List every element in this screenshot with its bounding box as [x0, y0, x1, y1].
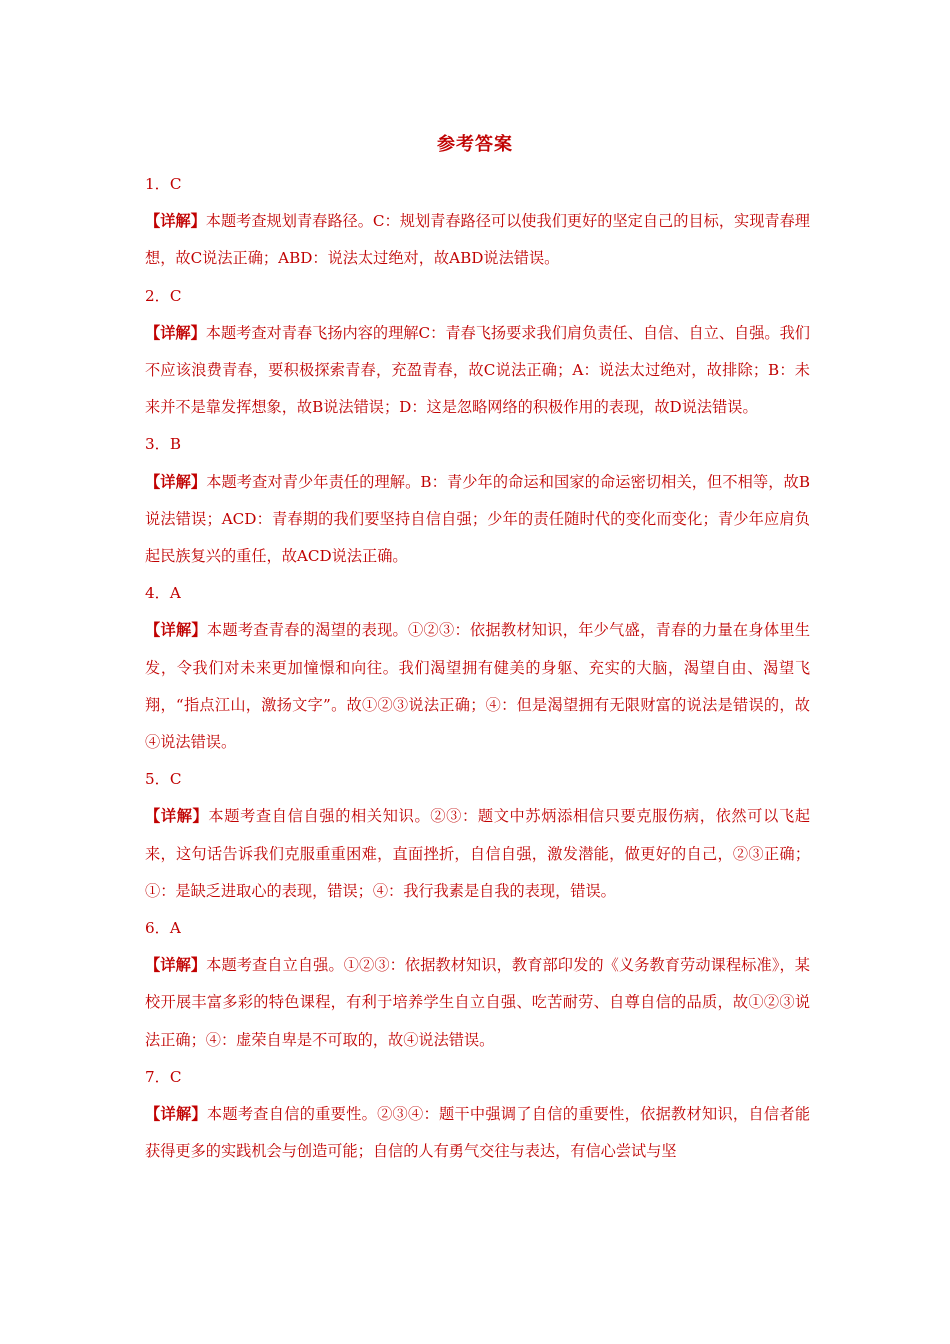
- answer-list: [145, 166, 810, 1170]
- answer-item: [145, 910, 810, 1059]
- explanation: [145, 612, 810, 761]
- answer-label: 2．C: [145, 286, 182, 305]
- explanation: [145, 315, 810, 427]
- explanation: [145, 203, 810, 277]
- explanation: [145, 798, 810, 910]
- explanation-tag: 【详解】: [145, 323, 206, 342]
- answer-item: [145, 575, 810, 761]
- answer-item: [145, 761, 810, 910]
- explanation-text: 本题考查对青春飞扬内容的理解C：青春飞扬要求我们肩负责任、自信、自立、自强。我们不应该浪费青春，要积极探索青春，充盈青春，故C说法正确；A：说法太过绝对，故排除；B：未来并不是靠发挥想象，故B说法错误；D：这是忽略网络的积极作用的表现，故D说法错误。: [145, 323, 810, 417]
- explanation-text: 本题考查自立自强。①②③：依据教材知识，教育部印发的《义务教育劳动课程标准》，某校开展丰富多彩的特色课程，有利于培养学生自立自强、吃苦耐劳、自尊自信的品质，故①②③说法正确；④：虚荣自卑是不可取的，故④说法错误。: [145, 956, 810, 1049]
- explanation: [145, 1096, 810, 1170]
- explanation-text: 本题考查青春的渴望的表现。①②③：依据教材知识，年少气盛，青春的力量在身体里生发，令我们对未来更加憧憬和向往。我们渴望拥有健美的身躯、充实的大脑，渴望自由、渴望飞翔，“指点江山，激扬文字”。故①②③说法正确；④：但是渴望拥有无限财富的说法是错误的，故④说法错误。: [145, 621, 811, 752]
- answer-label: 7．C: [145, 1067, 182, 1086]
- answer-label: 4．A: [145, 584, 181, 603]
- answer-item: [145, 278, 810, 427]
- answer-label: 3．B: [145, 435, 182, 454]
- explanation-tag: 【详解】: [145, 621, 207, 640]
- explanation-text: 本题考查自信自强的相关知识。②③：题文中苏炳添相信只要克服伤病，依然可以飞起来，这句话告诉我们克服重重困难，直面挫折，自信自强，激发潜能，做更好的自己，②③正确；①：是缺乏进取心的表现，错误；④：我行我素是自我的表现，错误。: [145, 807, 811, 900]
- answer-label: 5．C: [145, 770, 182, 789]
- explanation-tag: 【详解】: [145, 472, 207, 491]
- explanation: [145, 947, 810, 1059]
- explanation-tag: 【详解】: [145, 212, 206, 231]
- explanation-tag: 【详解】: [145, 807, 209, 826]
- explanation-text: 本题考查规划青春路径。C：规划青春路径可以使我们更好的坚定自己的目标，实现青春理想，故C说法正确；ABD：说法太过绝对，故ABD说法错误。: [145, 212, 810, 268]
- explanation-text: 本题考查对青少年责任的理解。B：青少年的命运和国家的命运密切相关，但不相等，故B说法错误；ACD：青春期的我们要坚持自信自强；少年的责任随时代的变化而变化；青少年应肩负起民族复兴的重任，故ACD说法正确。: [145, 472, 811, 566]
- answer-label: 6．A: [145, 919, 181, 938]
- answer-item: [145, 1059, 810, 1171]
- explanation: [145, 464, 810, 576]
- explanation-text: 本题考查自信的重要性。②③④：题干中强调了自信的重要性，依据教材知识，自信者能获得更多的实践机会与创造可能；自信的人有勇气交往与表达，有信心尝试与坚: [145, 1105, 811, 1161]
- explanation-tag: 【详解】: [145, 956, 207, 975]
- document-title: 参考答案: [437, 134, 513, 155]
- explanation-tag: 【详解】: [145, 1105, 207, 1124]
- answer-item: [145, 426, 810, 575]
- answer-item: [145, 166, 810, 278]
- answer-label: 1．C: [145, 175, 182, 193]
